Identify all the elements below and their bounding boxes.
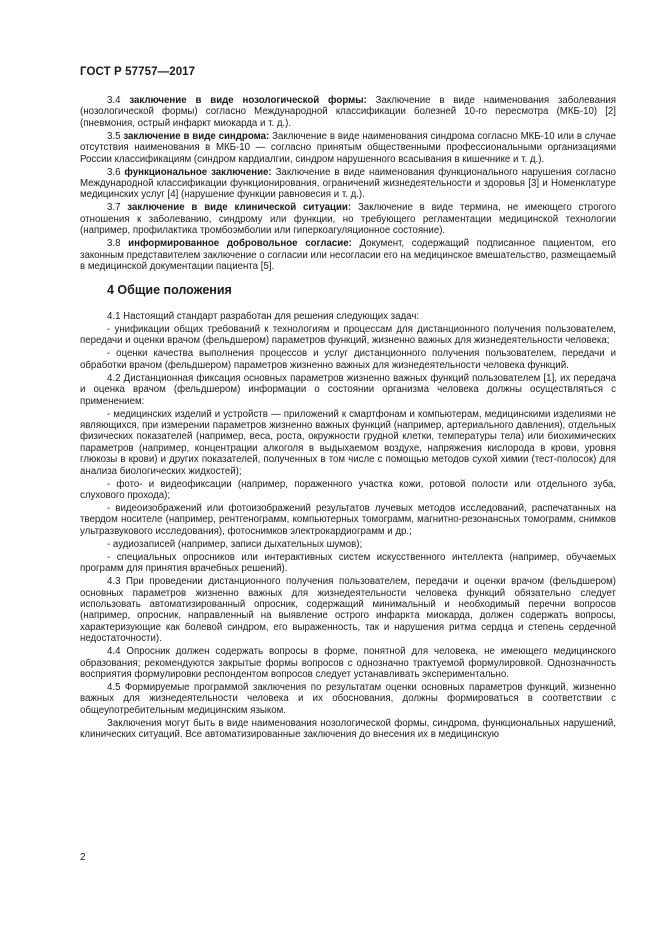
clause-number: 3.5 — [107, 130, 121, 142]
list-item: - унификации общих требований к технологиям и процессам для дистанционного получения пользователем, передачи и оценки врачом (фельдшером) параметров функций, жизненно важных для жизнедеятельности человека; — [80, 323, 616, 347]
term-title: заключение в виде синдрома: — [123, 130, 270, 142]
term-title: заключение в виде клинической ситуации: — [127, 202, 352, 214]
section-heading: 4 Общие положения — [107, 283, 232, 298]
clause-number: 3.7 — [107, 202, 121, 214]
paragraph: 4.5 Формируемые программой заключения по результатам оценки основных параметров функций, жизненно важных для жизнедеятельности человека и их обоснования, должны формироваться в соответствии с общеупотребительным медицинским языком. — [80, 682, 616, 716]
page-number: 2 — [80, 852, 86, 863]
term-3-6 — [80, 167, 616, 201]
term-definition: Заключение в виде наименования заболевания (нозологической формы) согласно Международной классификации болезней 10-го пересмотра (МКБ-10) [2] (пневмония, острый инфаркт миокарда и т. д.). — [80, 95, 616, 129]
term-definition: Заключение в виде наименования функционального нарушения согласно Международной классификации функционирования, ограничений жизнедеятельности и здоровья [3] и Номенклатуре медицинских услуг [4] (нарушение функции равновесия и т. д.). — [80, 166, 616, 201]
term-title: информированное добровольное согласие: — [128, 238, 352, 250]
paragraph: 4.1 Настоящий стандарт разработан для решения следующих задач: — [107, 310, 420, 322]
list-item: - аудиозаписей (например, записи дыхательных шумов); — [107, 538, 363, 550]
document-body — [80, 95, 616, 742]
term-3-8 — [80, 238, 616, 272]
paragraph: 4.4 Опросник должен содержать вопросы в форме, понятной для человека, не имеющего медицинского образования; рекомендуются закрытые формы вопросов с однозначно трактуемой формулировкой. Однозначность восприятия формулировки респондентом вопросов следует устанавливать экспериментально. — [80, 646, 616, 680]
term-title: функциональное заключение: — [124, 166, 272, 178]
clause-number: 3.4 — [107, 95, 121, 106]
term-definition: Заключение в виде термина, не имеющего строгого отношения к заболеванию, синдрому или функции, но требующего регламентации медицинской технологии (например, профилактика тромбоэмболии или гиперкоагуляционное состояние). — [80, 202, 616, 237]
term-title: заключение в виде нозологической формы: — [129, 95, 367, 106]
list-item: - видеоизображений или фотоизображений результатов лучевых методов исследований, распечатанных на твердом носителе (например, рентгенограмм, компьютерных томограмм, магнитно-резонансных томограмм, снимков ультразвукового исследования), фотоснимков электрокардиограмм и др.; — [80, 502, 616, 537]
clause-number: 3.8 — [107, 238, 121, 250]
term-3-5 — [80, 131, 616, 165]
standard-number-header: ГОСТ Р 57757—2017 — [80, 66, 196, 78]
term-definition: Документ, содержащий подписанное пациентом, его законным представителем заключение о согласии или несогласии его на медицинское вмешательство, размещаемый в медицинской документации пациента [5]. — [80, 238, 616, 273]
list-item: - специальных опросников или интерактивных систем искусственного интеллекта (например, обучаемых программ для принятия врачебных решений). — [80, 551, 616, 575]
clause-number: 3.6 — [107, 166, 121, 178]
list-item: - фото- и видеофиксации (например, пораженного участка кожи, ротовой полости или отдельного зуба, слухового прохода); — [80, 478, 616, 501]
list-item: - медицинских изделий и устройств — приложений к смартфонам и компьютерам, медицинскими изделиями не являющихся, при измерении параметров жизненно важных функций (например, артериального давления), отдельных физических показателей (например, веса, роста, окружности грудной клетки, температуры тела) или биохимических параметров (например, концентрации алкоголя в выдыхаемом воздухе, напряжения кислорода в крови, уровня глюкозы в крови) и других показателей, полученных в том числе с помощью методов сухой химии (тест-полосок) для анализа биологических жидкостей); — [80, 408, 616, 477]
paragraph: Заключения могут быть в виде наименования нозологической формы, синдрома, функциональных нарушений, клинических ситуаций. Все автоматизированные заключения до внесения их в медицинскую — [80, 717, 616, 741]
paragraph: 4.2 Дистанционная фиксация основных параметров жизненно важных функций пользователем [1], их передача и оценка врачом (фельдшером) информации о состоянии организма человека должны осуществляться с применением: — [80, 372, 616, 407]
list-item: - оценки качества выполнения процессов и услуг дистанционного получения пользователем, передачи и обработки врачом (фельдшером) параметров жизненно важных для жизнедеятельности человека функций. — [80, 348, 616, 371]
term-3-7 — [80, 202, 616, 236]
paragraph: 4.3 При проведении дистанционного получения пользователем, передачи и оценки врачом (фельдшером) основных параметров жизненно важных для жизнедеятельности человека функций обязательно следует использовать автоматизированный опросник, содержащий минимальный и необходимый перечни вопросов (например, опросник, направленный на выявление острого инфаркта миокарда, должен содержать вопросы, характеризующие как болевой синдром, его выраженность, так и нарушения ритма сердца и степень сердечной недостаточности). — [80, 576, 616, 645]
term-definition: Заключение в виде наименования синдрома согласно МКБ-10 или в случае отсутствия наименования в МКБ-10 — согласно принятым общественными профессиональными организациями России классификациям (синдром кардиалгии, синдром нарушенного всасывания в кишечнике и т. д.). — [80, 130, 616, 165]
term-3-4 — [80, 95, 616, 129]
